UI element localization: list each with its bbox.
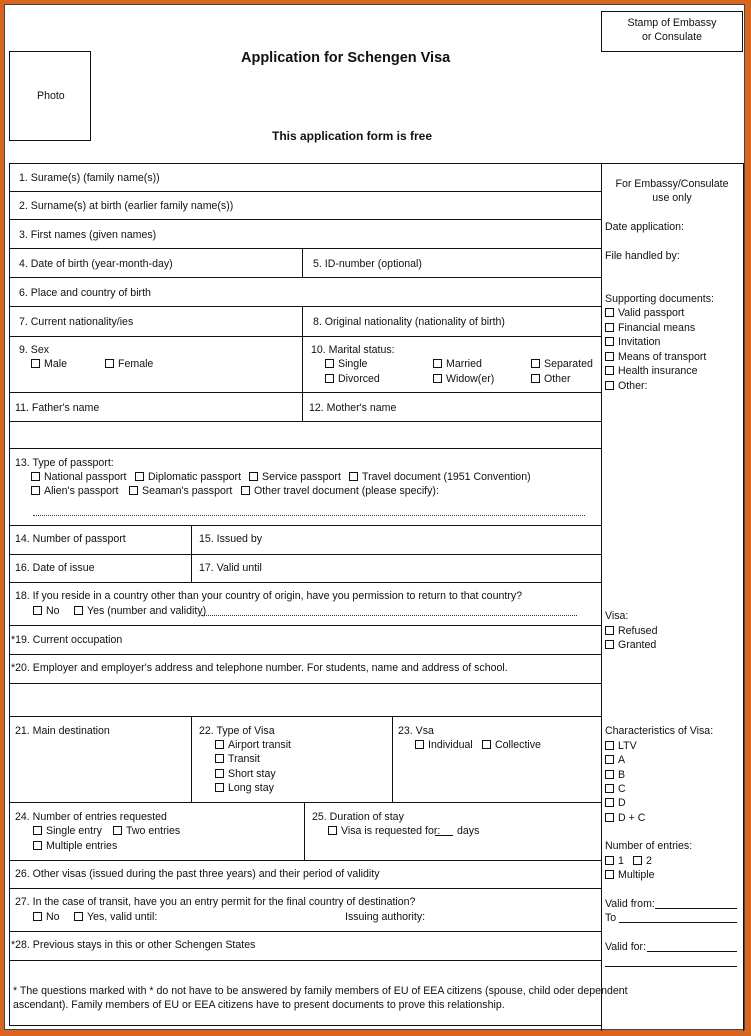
option-individual[interactable]: Individual [415, 738, 473, 752]
checkbox-icon[interactable] [33, 912, 42, 921]
sidebar-visa-ltv[interactable]: LTV [605, 739, 637, 753]
checkbox-icon[interactable] [31, 359, 40, 368]
field-marital-status: 10. Marital status: [311, 344, 395, 356]
checkbox-icon[interactable] [33, 826, 42, 835]
option-national-passport[interactable]: National passport [31, 470, 126, 484]
field-main-destination[interactable]: 21. Main destination [15, 725, 110, 737]
sidebar-valid-to: To [605, 912, 617, 924]
checkbox-icon[interactable] [215, 754, 224, 763]
stamp-label-2: or Consulate [641, 31, 703, 43]
visa-application-form [4, 4, 745, 1030]
checkbox-icon[interactable] [215, 783, 224, 792]
option-seamans-passport[interactable]: Seaman's passport [129, 484, 232, 498]
field-issuing-authority[interactable]: Issuing authority: [345, 911, 426, 923]
option-transit-no[interactable]: No [33, 910, 60, 924]
checkbox-icon[interactable] [433, 359, 442, 368]
field-entries-requested: 24. Number of entries requested [15, 811, 167, 823]
checkbox-icon[interactable] [215, 769, 224, 778]
sidebar-date-application[interactable]: Date application: [605, 221, 684, 233]
footnote-line-1: * The questions marked with * do not have to be answered by family members of EU of EEA citizens (spouse, child oder dependent [13, 985, 628, 997]
sidebar-doc-invitation[interactable]: Invitation [605, 335, 660, 349]
field-sex: 9. Sex [19, 344, 50, 356]
option-service-passport[interactable]: Service passport [249, 470, 341, 484]
field-previous-stays[interactable]: *28. Previous stays in this or other Schengen States [11, 939, 256, 951]
valid-to-line[interactable] [619, 922, 737, 923]
checkbox-icon[interactable] [605, 870, 614, 879]
option-transit-yes[interactable]: Yes, valid until: [74, 910, 157, 924]
option-single-entry[interactable]: Single entry [33, 824, 102, 838]
sidebar-valid-from: Valid from: [605, 898, 655, 910]
days-input-line[interactable] [435, 835, 453, 836]
checkbox-icon[interactable] [605, 741, 614, 750]
field-surname-at-birth[interactable]: 2. Surname(s) at birth (earlier family name(s)) [19, 200, 234, 212]
sidebar-doc-health-insurance[interactable]: Health insurance [605, 364, 698, 378]
field-place-of-birth[interactable]: 6. Place and country of birth [19, 287, 151, 299]
sidebar-heading-2: use only [652, 192, 692, 204]
field-employer[interactable]: *20. Employer and employer's address and telephone number. For students, name and address of school. [11, 662, 508, 674]
option-airport-transit[interactable]: Airport transit [215, 738, 291, 752]
option-female[interactable]: Female [105, 357, 153, 371]
sidebar-visa-a[interactable]: A [605, 753, 625, 767]
sidebar-supporting-documents: Supporting documents: [605, 293, 714, 305]
checkbox-icon[interactable] [33, 606, 42, 615]
checkbox-icon[interactable] [349, 472, 358, 481]
sidebar-characteristics: Characteristics of Visa: [605, 725, 714, 737]
field-first-names[interactable]: 3. First names (given names) [19, 229, 157, 241]
field-duration-of-stay: 25. Duration of stay [312, 811, 404, 823]
field-passport-number[interactable]: 14. Number of passport [15, 533, 126, 545]
field-visa-kind: 23. Vsa [398, 725, 434, 737]
option-long-stay[interactable]: Long stay [215, 781, 274, 795]
checkbox-icon[interactable] [105, 359, 114, 368]
option-single[interactable]: Single [325, 357, 367, 371]
option-widow[interactable]: Widow(er) [433, 372, 494, 386]
option-travel-document[interactable]: Travel document (1951 Convention) [349, 470, 531, 484]
checkbox-icon[interactable] [74, 606, 83, 615]
sidebar-doc-transport[interactable]: Means of transport [605, 350, 706, 364]
footnote-line-2: ascendant). Family members of EU or EEA citizens have to present documents to prove this relationship. [13, 999, 505, 1011]
valid-for-line[interactable] [647, 951, 737, 952]
checkbox-icon[interactable] [531, 374, 540, 383]
checkbox-icon[interactable] [605, 352, 614, 361]
field-mothers-name[interactable]: 12. Mother's name [309, 402, 397, 414]
sidebar-heading-1: For Embassy/Consulate [615, 178, 729, 190]
sidebar-entry-multiple[interactable]: Multiple [605, 868, 655, 882]
option-multiple-entries[interactable]: Multiple entries [33, 839, 117, 853]
checkbox-icon[interactable] [241, 486, 250, 495]
option-visa-requested-for[interactable]: Visa is requested for: [328, 824, 440, 838]
option-residence-no[interactable]: No [33, 604, 60, 618]
checkbox-icon[interactable] [605, 381, 614, 390]
checkbox-icon[interactable] [328, 826, 337, 835]
option-diplomatic-passport[interactable]: Diplomatic passport [135, 470, 241, 484]
checkbox-icon[interactable] [325, 359, 334, 368]
option-residence-yes[interactable]: Yes (number and validity) [74, 604, 206, 618]
checkbox-icon[interactable] [215, 740, 224, 749]
option-other-travel-document[interactable]: Other travel document (please specify): [241, 484, 439, 498]
checkbox-icon[interactable] [482, 740, 491, 749]
checkbox-icon[interactable] [605, 626, 614, 635]
option-male[interactable]: Male [31, 357, 67, 371]
checkbox-icon[interactable] [605, 770, 614, 779]
field-date-of-issue[interactable]: 16. Date of issue [15, 562, 95, 574]
field-passport-type: 13. Type of passport: [15, 457, 114, 469]
checkbox-icon[interactable] [33, 841, 42, 850]
option-short-stay[interactable]: Short stay [215, 767, 276, 781]
sidebar-doc-other[interactable]: Other: [605, 379, 647, 393]
option-other-marital[interactable]: Other [531, 372, 571, 386]
option-divorced[interactable]: Divorced [325, 372, 380, 386]
option-separated[interactable]: Separated [531, 357, 593, 371]
field-id-number[interactable]: 5. ID-number (optional) [313, 258, 422, 270]
checkbox-icon[interactable] [74, 912, 83, 921]
field-valid-until[interactable]: 17. Valid until [199, 562, 262, 574]
sidebar-file-handled[interactable]: File handled by: [605, 250, 680, 262]
option-transit[interactable]: Transit [215, 752, 260, 766]
checkbox-icon[interactable] [605, 640, 614, 649]
residence-validity-line[interactable] [201, 615, 577, 616]
checkbox-icon[interactable] [633, 856, 642, 865]
field-other-visas[interactable]: 26. Other visas (issued during the past three years) and their period of validity [15, 868, 380, 880]
sidebar-doc-financial-means[interactable]: Financial means [605, 321, 695, 335]
sidebar-visa-refused[interactable]: Refused [605, 624, 657, 638]
field-residence-permission: 18. If you reside in a country other than your country of origin, have you permission to return to that country? [15, 590, 523, 602]
checkbox-icon[interactable] [605, 366, 614, 375]
option-aliens-passport[interactable]: Alien's passport [31, 484, 118, 498]
checkbox-icon[interactable] [113, 826, 122, 835]
checkbox-icon[interactable] [135, 472, 144, 481]
checkbox-icon[interactable] [605, 856, 614, 865]
sidebar-visa-label: Visa: [605, 610, 629, 622]
stamp-label-1: Stamp of Embassy [627, 17, 717, 29]
form-subtitle: This application form is free [272, 129, 433, 143]
days-label: days [457, 825, 480, 837]
sidebar-doc-valid-passport[interactable]: Valid passport [605, 306, 684, 320]
field-original-nationality[interactable]: 8. Original nationality (nationality of birth) [313, 316, 505, 328]
valid-for-line-2[interactable] [605, 966, 737, 967]
checkbox-icon[interactable] [31, 472, 40, 481]
checkbox-icon[interactable] [605, 784, 614, 793]
option-married[interactable]: Married [433, 357, 482, 371]
checkbox-icon[interactable] [325, 374, 334, 383]
checkbox-icon[interactable] [433, 374, 442, 383]
sidebar-entry-1[interactable]: 1 [605, 854, 624, 868]
checkbox-icon[interactable] [605, 337, 614, 346]
field-surname[interactable]: 1. Surame(s) (family name(s)) [19, 172, 160, 184]
field-transit-permit: 27. In the case of transit, have you an entry permit for the final country of destination? [15, 896, 416, 908]
checkbox-icon[interactable] [605, 755, 614, 764]
sidebar-valid-for: Valid for: [605, 941, 647, 953]
option-two-entries[interactable]: Two entries [113, 824, 180, 838]
sidebar-visa-d[interactable]: D [605, 796, 626, 810]
checkbox-icon[interactable] [605, 308, 614, 317]
checkbox-icon[interactable] [531, 359, 540, 368]
field-date-of-birth[interactable]: 4. Date of birth (year-month-day) [19, 258, 173, 270]
field-fathers-name[interactable]: 11. Father's name [15, 402, 100, 414]
field-current-nationality[interactable]: 7. Current nationality/ies [19, 316, 134, 328]
sidebar-visa-dc[interactable]: D + C [605, 811, 645, 825]
checkbox-icon[interactable] [605, 323, 614, 332]
field-current-occupation[interactable]: *19. Current occupation [11, 634, 123, 646]
checkbox-icon[interactable] [129, 486, 138, 495]
form-title: Application for Schengen Visa [241, 50, 451, 66]
valid-from-line[interactable] [655, 908, 737, 909]
photo-label: Photo [37, 90, 65, 102]
field-issued-by[interactable]: 15. Issued by [199, 533, 263, 545]
passport-specify-line[interactable] [33, 515, 585, 516]
checkbox-icon[interactable] [415, 740, 424, 749]
checkbox-icon[interactable] [605, 798, 614, 807]
option-collective[interactable]: Collective [482, 738, 541, 752]
checkbox-icon[interactable] [31, 486, 40, 495]
field-visa-type: 22. Type of Visa [199, 725, 275, 737]
sidebar-visa-granted[interactable]: Granted [605, 638, 656, 652]
sidebar-visa-c[interactable]: C [605, 782, 626, 796]
checkbox-icon[interactable] [605, 813, 614, 822]
sidebar-entry-2[interactable]: 2 [633, 854, 652, 868]
checkbox-icon[interactable] [249, 472, 258, 481]
sidebar-visa-b[interactable]: B [605, 768, 625, 782]
sidebar-number-of-entries: Number of entries: [605, 840, 693, 852]
